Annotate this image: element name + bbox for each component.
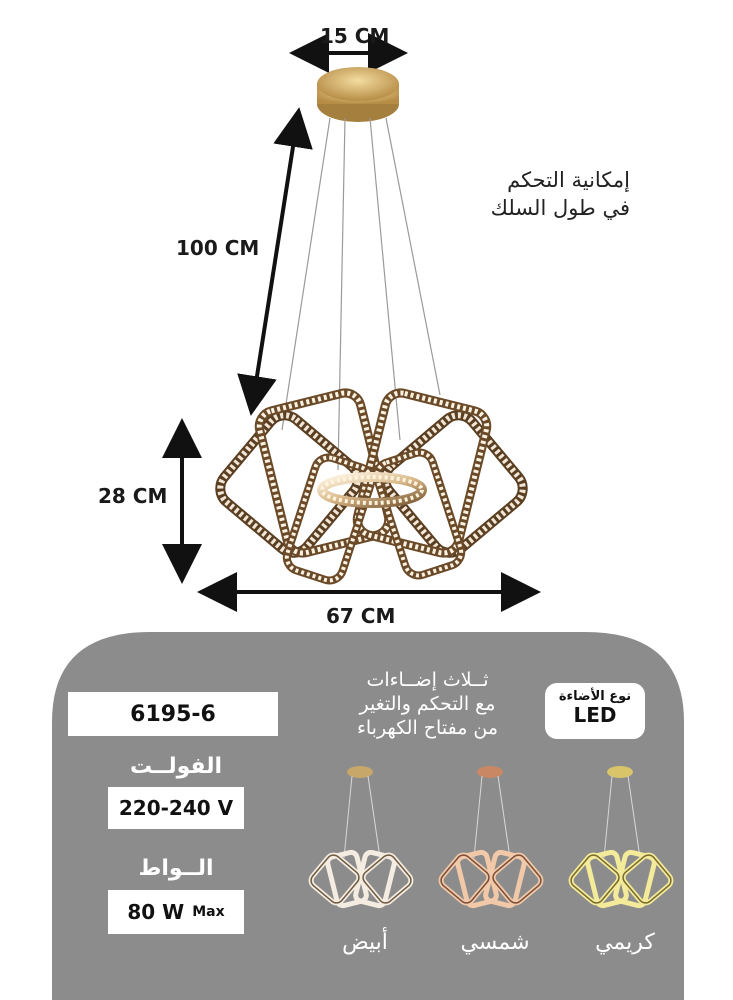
color-name-cream: كريمي: [595, 930, 655, 955]
model-code: 6195-6: [130, 701, 216, 727]
watt-value: 80 W: [127, 900, 185, 924]
modes-line3: من مفتاح الكهرباء: [356, 717, 499, 739]
color-name-white: أبيض: [342, 930, 388, 955]
diameter-dimension-label: 67 CM: [326, 604, 396, 628]
watt-box: [108, 890, 244, 934]
ceiling-canopy: [317, 67, 399, 122]
light-modes-text: [325, 668, 530, 740]
voltage-label: الفولــت: [129, 754, 223, 779]
color-name-warm: شمسي: [460, 930, 530, 955]
cable-note-line2: في طول السلك: [490, 196, 630, 220]
voltage-value: 220-240 V: [118, 796, 234, 820]
light-type-box: [545, 683, 645, 739]
light-type-label: نوع الأضاءة: [558, 689, 632, 704]
cable-note-line1: إمكانية التحكم: [507, 168, 630, 192]
light-type-value: LED: [573, 703, 617, 727]
watt-suffix: Max: [192, 904, 225, 920]
chandelier-rings: [213, 390, 530, 584]
width-dimension-label: 15 CM: [320, 24, 390, 48]
mini-chandelier-white: [308, 766, 414, 907]
watt-label: الــواط: [138, 856, 214, 881]
cable-length-label: 100 CM: [176, 236, 260, 260]
mini-chandelier-cream: [568, 766, 674, 907]
mini-chandelier-warm: [438, 766, 544, 907]
model-code-box: [68, 692, 278, 736]
voltage-box: [108, 787, 244, 829]
cable-adjust-note: [440, 166, 630, 222]
modes-line2: مع التحكم والتغير: [359, 693, 496, 715]
height-dimension-label: 28 CM: [98, 484, 168, 508]
cable-arrow: [252, 115, 298, 408]
color-modes-illustration: [300, 758, 680, 928]
modes-line1: ثــلاث إضــاءات: [366, 669, 489, 691]
